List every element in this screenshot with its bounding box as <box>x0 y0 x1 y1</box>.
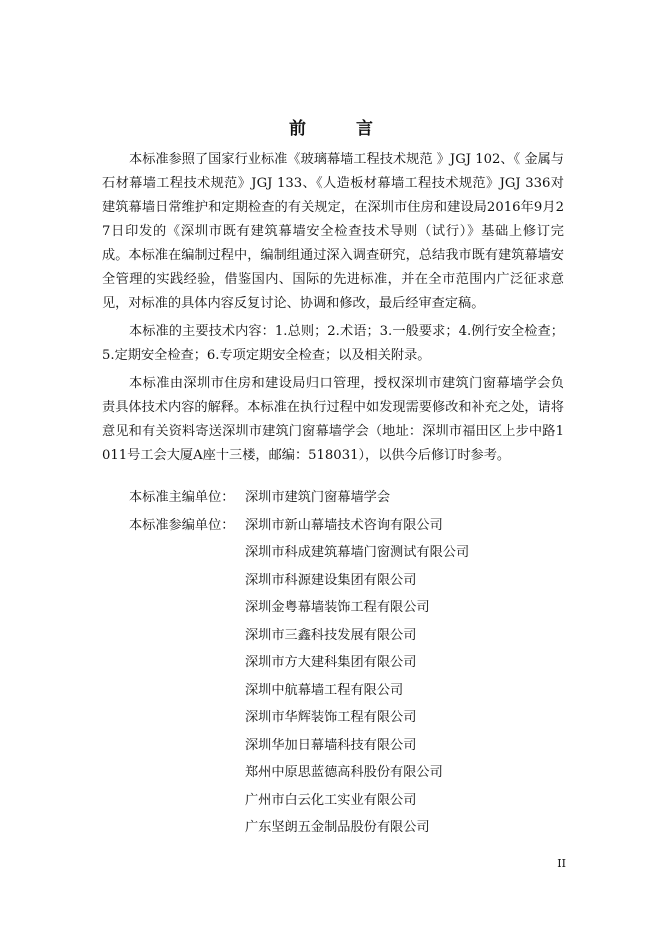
participant-name: 郑州中原思蓝德高科股份有限公司 <box>245 765 443 780</box>
paragraph-reference: 本标准参照了国家行业标准《玻璃幕墙工程技术规范 》JGJ 102、《 金属与石材幕墙工程技术规范》JGJ 133、《人造板材幕墙工程技术规范》JGJ 336对建筑幕墙日常维护和定期检查的有关规定，在深圳市住房和建设局2016年9月27日印发的《深圳市既有建筑幕墙安全检查技术导则（试行）》基础上修订完成。本标准在编制过程中，编制组通过深入调查研究，总结我市既有建筑幕墙安全管理的实践经验，借鉴国内、国际的先进标准，并在全市范围内广泛征求意见，对标准的具体内容反复讨论、协调和修改，最后经审查定稿。 <box>102 152 564 311</box>
participant-name: 深圳市科源建设集团有限公司 <box>245 572 417 588</box>
participant-name: 深圳市华辉装饰工程有限公司 <box>245 710 417 725</box>
participant-row <box>129 567 569 595</box>
participant-name: 深圳中航幕墙工程有限公司 <box>245 682 404 698</box>
chief-editor-name: 深圳市建筑门窗幕墙学会 <box>245 490 391 505</box>
paragraph-management: 本标准由深圳市住房和建设局归口管理，授权深圳市建筑门窗幕墙学会负责具体技术内容的解释。本标准在执行过程中如发现需要修改和补充之处，请将意见和有关资料寄送深圳市建筑门窗幕墙学会（地址：深圳市福田区上步中路1011号工会大厦A座十三楼，邮编：518031），以供今后修订时参考。 <box>102 376 564 463</box>
chief-editor-label: 本标准主编单位： <box>129 490 235 505</box>
participant-row <box>129 814 569 842</box>
participant-name: 深圳市新山幕墙技术咨询有限公司 <box>245 517 443 533</box>
participant-row <box>129 732 569 760</box>
participant-name: 广东坚朗五金制品股份有限公司 <box>245 820 430 835</box>
page-title: 前 言 <box>289 119 395 139</box>
preface-body <box>102 148 564 472</box>
page-number: II <box>557 857 566 870</box>
participant-name: 深圳市三鑫科技发展有限公司 <box>245 627 417 643</box>
paragraph-contents: 本标准的主要技术内容：1.总则；2.术语；3.一般要求；4.例行安全检查；5.定期安全检查；6.专项定期安全检查；以及相关附录。 <box>102 324 564 363</box>
participant-row <box>129 594 569 622</box>
participant-row <box>129 622 569 650</box>
participant-name: 深圳金粤幕墙装饰工程有限公司 <box>245 600 430 615</box>
participant-row <box>129 759 569 787</box>
participant-row <box>129 649 569 677</box>
participant-name: 深圳市方大建科集团有限公司 <box>245 655 417 670</box>
chief-editor-row <box>129 484 569 512</box>
participant-row <box>129 512 569 540</box>
participant-row <box>129 787 569 815</box>
editing-units <box>129 484 569 842</box>
participant-row <box>129 539 569 567</box>
participant-name: 深圳市科成建筑幕墙门窗测试有限公司 <box>245 545 470 560</box>
participant-row <box>129 677 569 705</box>
participant-name: 深圳华加日幕墙科技有限公司 <box>245 737 417 753</box>
participant-row <box>129 704 569 732</box>
participant-name: 广州市白云化工实业有限公司 <box>245 792 417 808</box>
participants-label: 本标准参编单位： <box>129 517 235 533</box>
